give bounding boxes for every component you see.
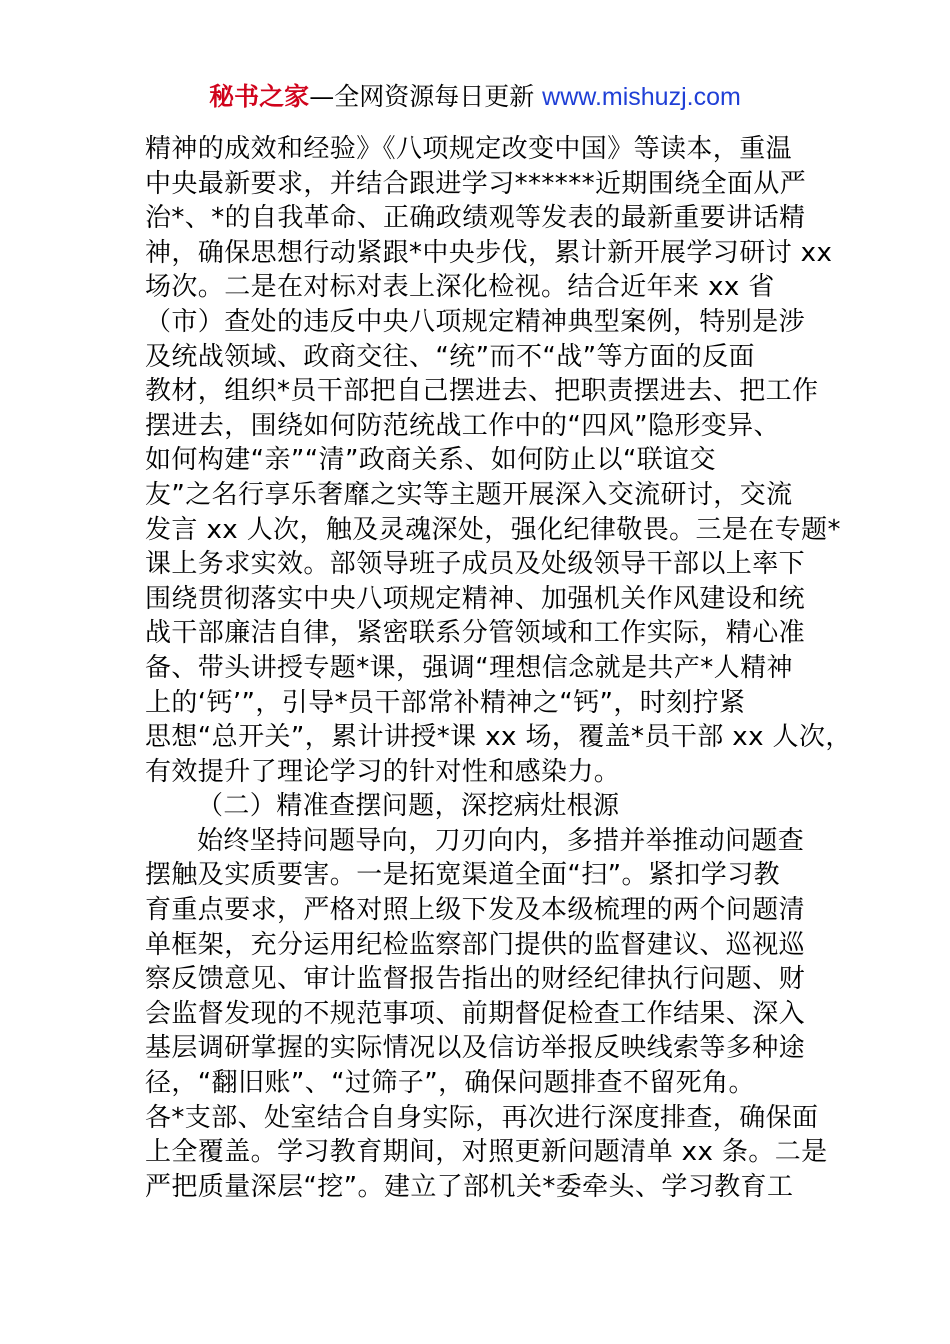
body-line: 发言 xx 人次，触及灵魂深处，强化纪律敬畏。三是在专题* [145,514,841,545]
body-line: 单框架，充分运用纪检监察部门提供的监督建议、巡视巡 [145,929,806,960]
body-line: 治*、*的自我革命、正确政绩观等发表的最新重要讲话精 [145,203,806,234]
body-line: 径，“翻旧账”、“过筛子”，确保问题排查不留死角。 [145,1068,755,1099]
paragraph-first-line: 始终坚持问题导向，刀刃向内，多措并举推动问题查 [197,825,805,856]
body-line: 基层调研掌握的实际情况以及信访举报反映线索等多种途 [145,1033,806,1064]
body-line: 上全覆盖。学习教育期间，对照更新问题清单 xx 条。二是 [145,1137,828,1168]
body-line: 及统战领域、政商交往、“统”而不“战”等方面的反面 [145,341,755,372]
body-line: 摆触及实质要害。一是拓宽渠道全面“扫”。紧扣学习教 [145,860,780,891]
site-brand: 秘书之家 [209,82,310,111]
site-tagline: —全网资源每日更新 [309,82,535,111]
site-header [0,80,950,114]
body-line: 思想“总开关”，累计讲授*课 xx 场，覆盖*员干部 xx 人次， [145,722,852,753]
body-line: 精神的成效和经验》《八项规定改变中国》等读本，重温 [145,134,793,164]
body-line: 会监督发现的不规范事项、前期督促检查工作结果、深入 [145,998,806,1029]
body-line: 各*支部、处室结合自身实际，再次进行深度排查，确保面 [145,1102,819,1133]
body-line: 课上务求实效。部领导班子成员及处级领导干部以上率下 [145,549,806,580]
body-line: 备、带头讲授专题*课，强调“理想信念就是共产*人精神 [145,652,793,683]
body-line: 严把质量深层“挖”。建立了部机关*委牵头、学习教育工 [145,1171,794,1202]
body-line: 友”之名行享乐奢靡之实等主题开展深入交流研讨，交流 [145,479,793,510]
document-body [145,132,852,1204]
body-line: 如何构建“亲”“清”政商关系、如何防止以“联谊交 [145,445,716,476]
body-line: 教材，组织*员干部把自己摆进去、把职责摆进去、把工作 [145,376,819,407]
body-line: 育重点要求，严格对照上级下发及本级梳理的两个问题清 [145,895,806,926]
body-line: 摆进去，围绕如何防范统战工作中的“四风”隐形变异、 [145,410,780,441]
site-url-link[interactable]: www.mishuzj.com [542,83,741,111]
body-line: 场次。二是在对标对表上深化检视。结合近年来 xx 省 [145,272,775,303]
body-line: （市）查处的违反中央八项规定精神典型案例，特别是涉 [145,306,806,337]
body-line: 神，确保思想行动紧跟*中央步伐，累计新开展学习研讨 xx [145,237,833,268]
body-line: 有效提升了理论学习的针对性和感染力。 [145,756,621,787]
body-line: 战干部廉洁自律，紧密联系分管领域和工作实际，精心准 [145,618,806,649]
section-heading: （二）精准查摆问题，深挖病灶根源 [197,791,620,822]
body-line: 围绕贯彻落实中央八项规定精神、加强机关作风建设和统 [145,583,806,614]
body-line: 中央最新要求，并结合跟进学习******近期围绕全面从严 [145,168,807,199]
body-line: 上的‘钙’”，引导*员干部常补精神之“钙”，时刻拧紧 [145,687,746,718]
body-line: 察反馈意见、审计监督报告指出的财经纪律执行问题、财 [145,964,806,995]
